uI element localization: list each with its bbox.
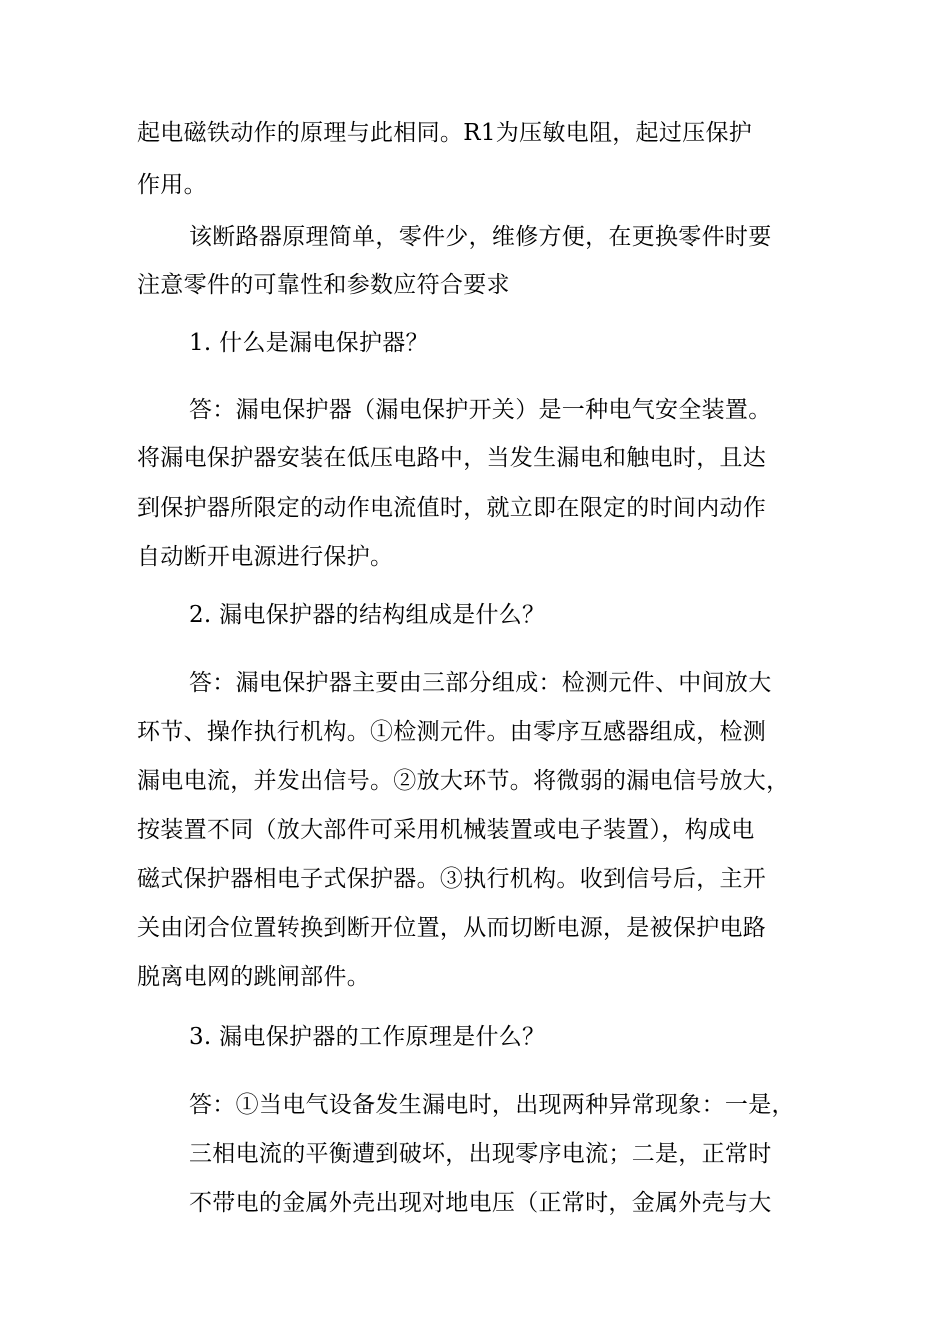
paragraph-line: 脱离电网的跳闸部件。 [137, 964, 370, 990]
paragraph-line: 该断路器原理简单，零件少，维修方便，在更换零件时要 [189, 224, 772, 250]
paragraph-line: 作用。 [137, 172, 207, 198]
paragraph-line: 按装置不同（放大部件可采用机械装置或电子装置），构成电 [137, 817, 755, 843]
paragraph-line: 答：①当电气设备发生漏电时，出现两种异常现象：一是， [189, 1092, 795, 1118]
question-heading: 3. 漏电保护器的工作原理是什么？ [189, 1024, 546, 1050]
paragraph-line: 磁式保护器相电子式保护器。③执行机构。收到信号后，主开 [137, 866, 767, 892]
paragraph-line: 不带电的金属外壳出现对地电压（正常时，金属外壳与大 [189, 1190, 772, 1216]
paragraph-line: 关由闭合位置转换到断开位置，从而切断电源，是被保护电路 [137, 915, 767, 941]
question-heading: 2. 漏电保护器的结构组成是什么？ [189, 602, 546, 628]
paragraph-line: 将漏电保护器安装在低压电路中，当发生漏电和触电时，且达 [137, 445, 767, 471]
paragraph-line: 环节、操作执行机构。①检测元件。由零序互感器组成，检测 [137, 719, 767, 745]
question-heading: 1. 什么是漏电保护器？ [189, 330, 429, 356]
paragraph-line: 三相电流的平衡遭到破坏，出现零序电流；二是，正常时 [189, 1141, 772, 1167]
paragraph-line: 到保护器所限定的动作电流值时，就立即在限定的时间内动作 [137, 495, 767, 521]
paragraph-line: 答：漏电保护器主要由三部分组成：检测元件、中间放大 [189, 670, 772, 696]
paragraph-line: 答：漏电保护器（漏电保护开关）是一种电气安全装置。 [189, 397, 772, 423]
paragraph-line: 注意零件的可靠性和参数应符合要求 [137, 272, 510, 298]
paragraph-line: 自动断开电源进行保护。 [137, 544, 394, 570]
paragraph-line: 起电磁铁动作的原理与此相同。R1为压敏电阻，起过压保护 [137, 120, 753, 146]
paragraph-line: 漏电电流，并发出信号。②放大环节。将微弱的漏电信号放大， [137, 768, 790, 794]
